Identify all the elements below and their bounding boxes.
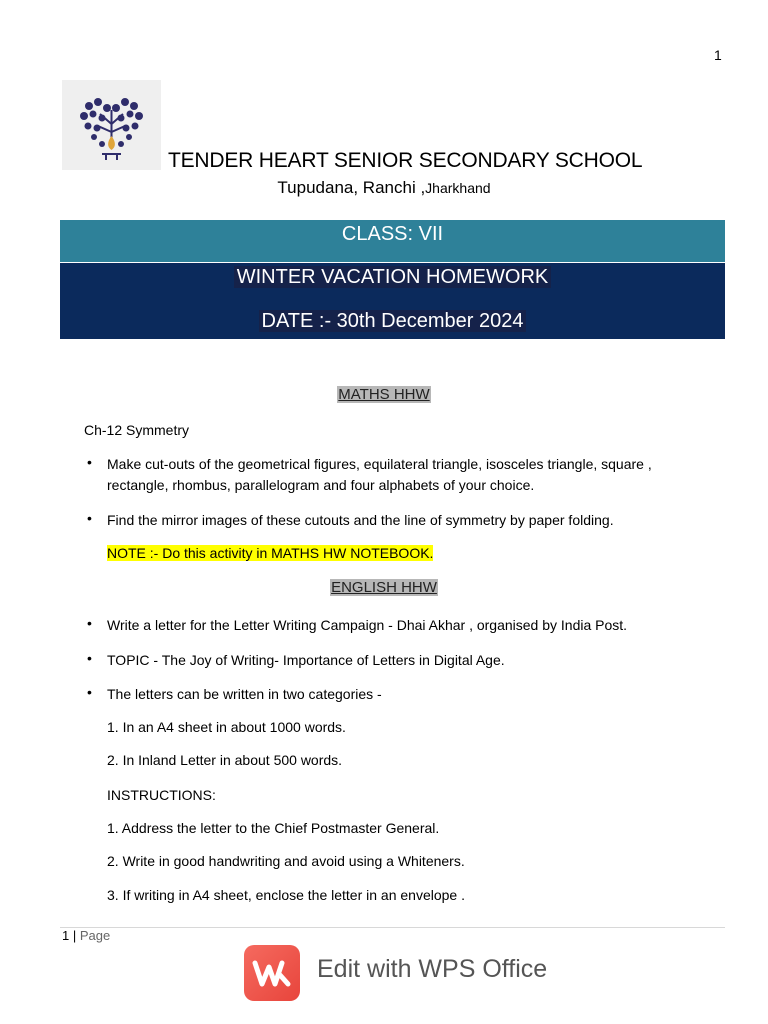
footer-page-word: Page bbox=[79, 928, 111, 943]
school-logo bbox=[62, 80, 161, 170]
topic-title: The Joy of Writing bbox=[161, 652, 275, 668]
tree-heart-icon bbox=[62, 80, 161, 170]
instructions-label-text: INSTRUCTIONS bbox=[107, 787, 212, 803]
homework-banner bbox=[60, 263, 725, 339]
topic-sep: - bbox=[149, 652, 162, 668]
instruction-1: 1. Address the letter to the Chief Postmaster General. bbox=[107, 820, 440, 836]
maths-heading bbox=[0, 386, 768, 403]
maths-bullet-1-cont: rectangle, rhombus, parallelogram and four alphabets of your choice. bbox=[107, 477, 535, 493]
footer-divider bbox=[60, 927, 725, 928]
class-banner bbox=[60, 220, 725, 262]
english-heading bbox=[0, 579, 768, 596]
option-a4: 1. In an A4 sheet in about 1000 words. bbox=[107, 719, 346, 735]
bullet-icon: • bbox=[87, 684, 92, 700]
class-label: CLASS: VII bbox=[341, 223, 444, 245]
instruction-3: 3. If writing in A4 sheet, enclose the letter in an envelope . bbox=[107, 887, 465, 903]
topic-label: TOPIC bbox=[107, 652, 150, 668]
maths-note bbox=[107, 543, 433, 564]
page-number: 1 bbox=[714, 47, 722, 63]
maths-bullet-1: Make cut-outs of the geometrical figures, equilateral triangle, isosceles triangle, square , bbox=[107, 456, 652, 472]
maths-bullet-2: Find the mirror images of these cutouts and the line of symmetry by paper folding. bbox=[107, 512, 614, 528]
english-topic bbox=[107, 650, 505, 671]
maths-heading-text: MATHS HHW bbox=[338, 386, 430, 403]
english-bullet-1: Write a letter for the Letter Writing Campaign - Dhai Akhar , organised by India Post. bbox=[107, 617, 628, 633]
maths-note-text: NOTE :- Do this activity in MATHS HW NOTEBOOK. bbox=[107, 545, 434, 561]
wps-w-icon bbox=[244, 945, 300, 1001]
instruction-2: 2. Write in good handwriting and avoid using a Whiteners. bbox=[107, 853, 465, 869]
footer bbox=[62, 928, 110, 943]
topic-subtitle: - Importance of Letters in Digital Age. bbox=[274, 652, 505, 668]
bullet-icon: • bbox=[87, 615, 92, 631]
bullet-icon: • bbox=[87, 510, 92, 526]
footer-sep: | bbox=[69, 928, 80, 943]
school-name: TENDER HEART SENIOR SECONDARY SCHOOL bbox=[168, 149, 643, 172]
footer-page-num: 1 bbox=[62, 928, 70, 943]
homework-title: WINTER VACATION HOMEWORK bbox=[234, 266, 551, 288]
bullet-icon: • bbox=[87, 454, 92, 470]
homework-date: DATE :- 30th December 2024 bbox=[259, 310, 527, 332]
school-address bbox=[0, 178, 768, 198]
wps-edit-link[interactable]: Edit with WPS Office bbox=[317, 955, 548, 983]
address-city: Tupudana, Ranchi , bbox=[277, 178, 426, 197]
english-bullet-3: The letters can be written in two categories - bbox=[107, 686, 382, 702]
option-inland: 2. In Inland Letter in about 500 words. bbox=[107, 752, 343, 768]
wps-logo-icon[interactable] bbox=[244, 945, 300, 1001]
english-heading-text: ENGLISH HHW bbox=[331, 579, 437, 596]
instructions-colon: : bbox=[212, 787, 216, 803]
instructions-label bbox=[107, 785, 216, 806]
maths-chapter: Ch-12 Symmetry bbox=[84, 422, 190, 438]
address-state: Jharkhand bbox=[425, 180, 491, 196]
bullet-icon: • bbox=[87, 650, 92, 666]
